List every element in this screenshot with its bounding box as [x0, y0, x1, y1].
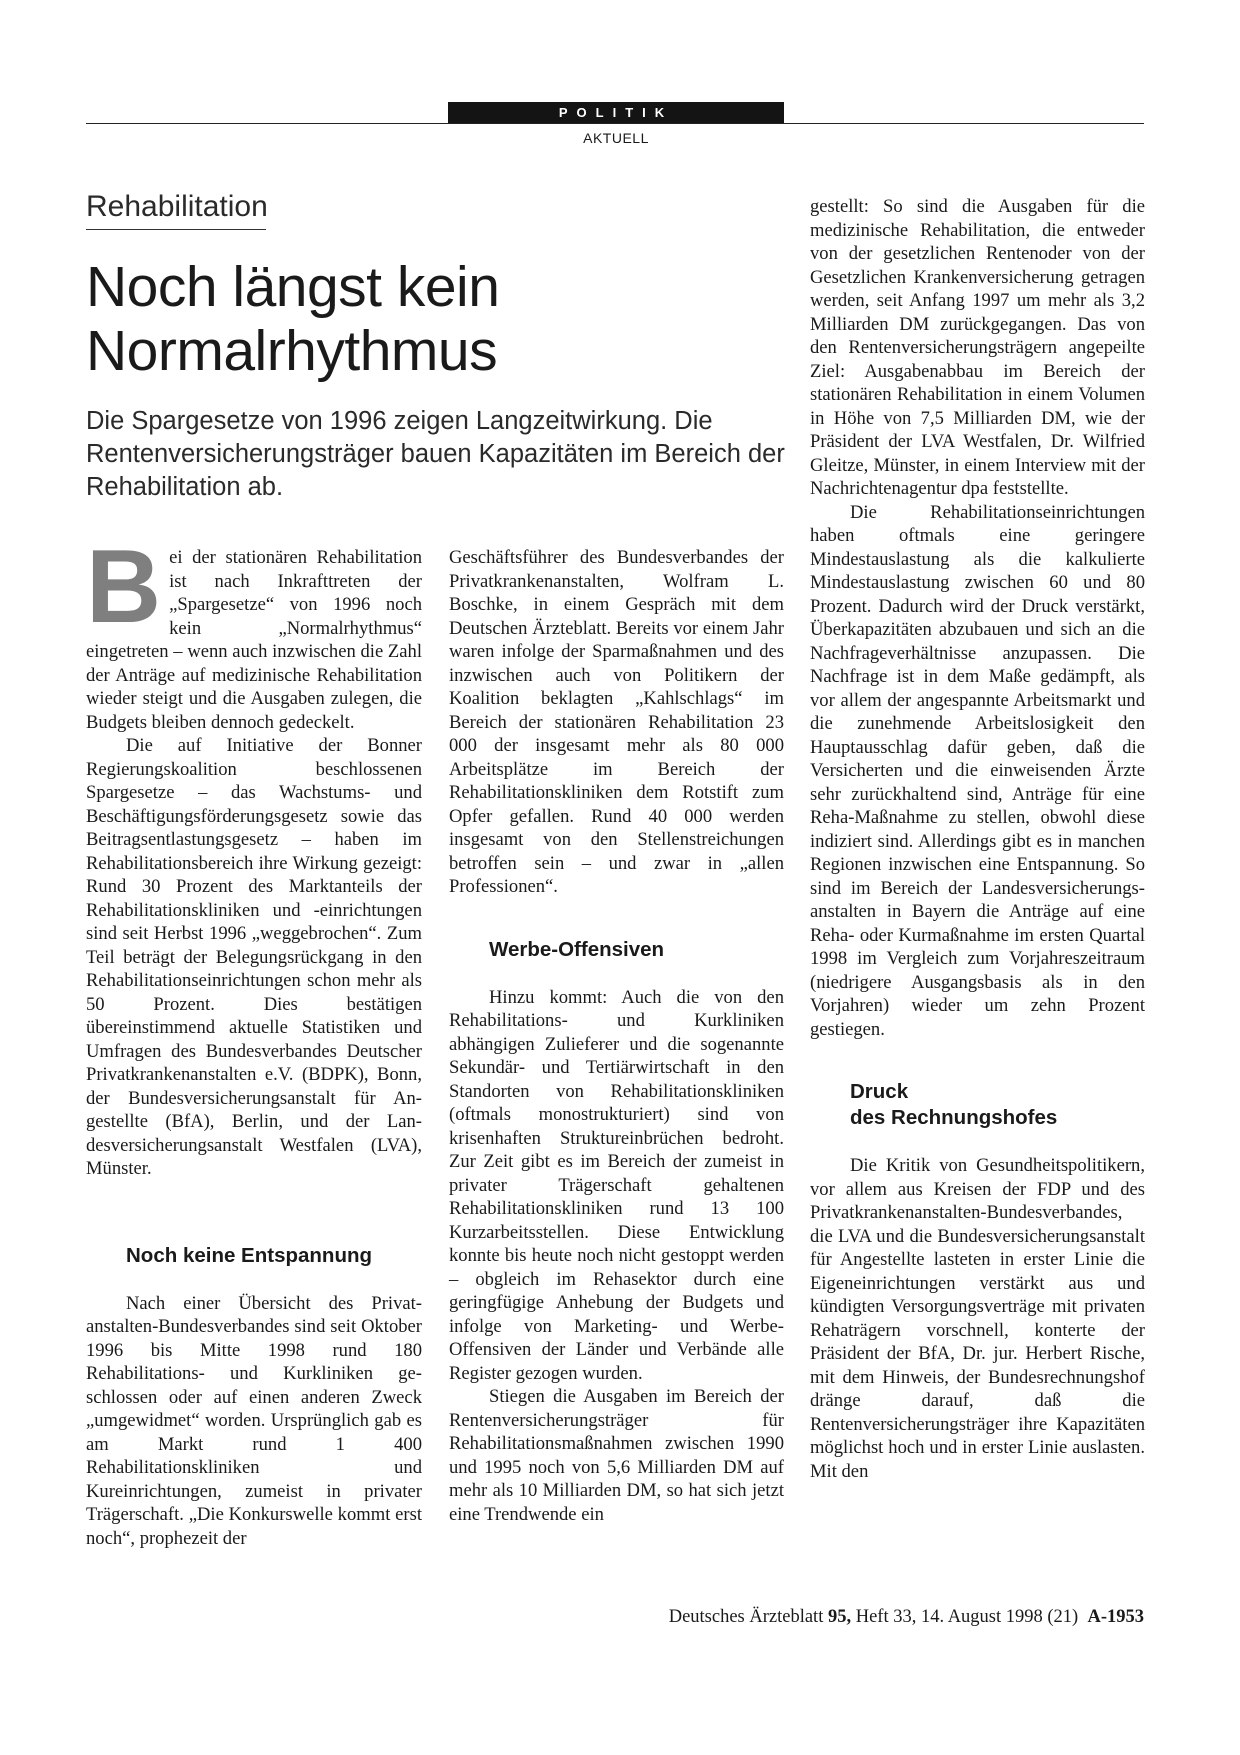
paragraph: Geschäftsführer des Bundesverbandes der Privatkrankenanstalten, Wolfram L. Boschke, in einem Gespräch mit dem Deutschen Ärzteblatt. Bereits vor einem Jahr waren infolge der Sparmaßnahmen und des inzwischen auch von Politikern der Koalition beklagten „Kahlschlags“ im Bereich der stationären Rehabilitation 23 000 der insgesamt mehr als 80 000 Arbeitsplätze im Bereich der Rehabilitationskliniken dem Rotstift zum Opfer gefallen. Rund 40 000 werden insgesamt von den Stellenstreichungen betroffen sein – und zwar in „allen Professionen“. — [449, 547, 784, 897]
header-rule — [86, 123, 1144, 124]
paragraph: Hinzu kommt: Auch die von den Rehabilitations- und Kurkliniken abhängigen Zulieferer und die sogenannte Sekundär- und Tertiärwirtschaft in den Standorten von Rehabilitationskliniken (oftmals monostrukturiert) sind von krisenhaften Struktureinbrüchen bedroht. Zur Zeit gibt es im Bereich der zumeist in privater Trägerschaft gehaltenen Rehabilitationskliniken rund 13 100 Kurzarbeitsstellen. Diese Entwicklung konnte bis heute noch nicht gestoppt werden – obgleich im Rehasektor durch eine geringfügige Anhebung der Budgets und infolge von Marketing- und Werbe-Offensiven der Länder und Verbände alle Register gezogen wurden. — [449, 986, 784, 1384]
paragraph: Die Kritik von Gesundheitspolitikern, vor allem aus Kreisen der FDP und des Privatkrankenanstalten-Bundesverbandes, die LVA und die Bundesversicherungsanstalt für Angestellte lasteten in erster Linie die Eigeneinrichtungen verstärkt aus und kündigten Versorgungsverträge mit privaten Rehaträgern vorschnell, konterte der Präsident der BfA, Dr. jur. Herbert Rische, mit dem Hinweis, der Bundesrechnungshof dränge darauf, daß die Rentenversicherungsträger ihre Kapazitäten möglichst hoch und in erster Linie auslasten. Mit den — [810, 1155, 1145, 1482]
paragraph: ei der stationären Rehabilitation ist nach Inkrafttreten der „Spargesetze“ von 1996 noch kein „Normalrhythmus“ eingetreten – wenn auch inzwischen die Zahl der Anträge auf medizinische Rehabilitation wieder steigt und die Ausgaben zulegen, die Budgets bleiben dennoch gedeckelt. — [86, 547, 422, 733]
article-title: Noch längst kein Normalrhythmus — [86, 255, 500, 383]
subheading — [810, 1079, 1145, 1131]
paragraph: Nach einer Übersicht des Privatanstalten-Bundesverbandes sind seit Oktober 1996 bis Mitte 1998 rund 180 Rehabilitations- und Kurkliniken geschlossen oder auf einen anderen Zweck „umgewidmet“ worden. Ursprünglich gab es am Markt rund 1 400 Rehabilitationskliniken und Kureinrichtungen, zumeist in privater Trägerschaft. „Die Konkurswelle kommt erst noch“, prophezeit der — [86, 1292, 422, 1549]
page-footer — [669, 1607, 1144, 1628]
journal-name: Deutsches Ärzteblatt — [668, 1607, 824, 1627]
subheading: Noch keine Entspannung — [126, 1243, 373, 1267]
column-3 — [810, 195, 1145, 1483]
paragraph: Stiegen die Ausgaben im Bereich der Rentenversicherungsträger für Rehabilitationsmaßnahmen zwischen 1990 und 1995 noch von 5,6 Milliarden DM auf mehr als 10 Milliarden DM, so hat sich jetzt eine Trendwende ein — [449, 1386, 784, 1525]
subheading-line: des Rechnungshofes — [850, 1106, 1058, 1129]
article-kicker: Rehabilitation — [86, 190, 266, 230]
subheading-line: Druck — [850, 1080, 909, 1103]
column-1 — [86, 529, 422, 1550]
drop-cap: B — [86, 529, 162, 645]
page-number: A-1953 — [1087, 1607, 1144, 1627]
paragraph: gestellt: So sind die Ausgaben für die medizinische Rehabilitation, die entweder von der gesetzlichen Rentenoder von der Gesetzlichen Krankenversicherung getragen werden, seit Anfang 1997 um mehr als 3,2 Milliarden DM zurückgegangen. Das von den Rentenversicherungsträgern angepeilte Ziel: Ausgabenabbau im Bereich der stationären Rehabilitation in einem Volumen in Höhe von 7,5 Milliarden DM, wie der Präsident der LVA Westfalen, Dr. Wilfried Gleitze, Münster, in einem Interview mit der Nachrichtenagentur dpa feststellte. — [810, 196, 1145, 499]
subheading: Werbe-Offensiven — [489, 937, 665, 961]
column-2 — [449, 546, 784, 1526]
section-label: POLITIK — [448, 102, 784, 123]
journal-volume: 95, — [827, 1607, 852, 1627]
journal-issue: Heft 33, 14. August 1998 (21) — [855, 1607, 1079, 1627]
paragraph: Die auf Initiative der Bonner Regierungskoalition beschlossenen Spargesetze – das Wachstums- und Beschäftigungsförderungsgesetz sowie das Beitragsentlastungsgesetz – haben im Rehabilitationsbereich ihre Wirkung gezeigt: Rund 30 Prozent des Marktanteils der Rehabilitationskliniken und -einrichtungen sind seit Herbst 1996 „weggebrochen“. Zum Teil beträgt der Belegungsrückgang in den Rehabilitationseinrichtungen schon mehr als 50 Prozent. Dies bestätigen übereinstimmend aktuelle Statistiken und Umfragen des Bundesverbandes Deutscher Privatkrankenanstalten e.V. (BDPK), Bonn, der Bundesversicherungsanstalt für Angestellte (BfA), Berlin, und der Landesversicherungsanstalt Westfalen (LVA), Münster. — [86, 735, 422, 1179]
article-intro: Die Spargesetze von 1996 zeigen Langzeitwirkung. Die Rentenversicherungsträger bauen Kapazitäten im Bereich der Rehabilitation ab. — [86, 407, 785, 501]
subsection-label: AKTUELL — [583, 130, 649, 146]
paragraph: Die Rehabilitationseinrichtungen haben oftmals eine geringere Mindestauslastung als die kalkulierte Mindestauslastung zwischen 60 und 80 Prozent. Dadurch wird der Druck verstärkt, Überkapazitäten abzubauen und sich an die Nachfrageverhältnisse anzupassen. Die Nachfrage ist in dem Maße gedämpft, als vor allem der angespannte Arbeitsmarkt und die zunehmende Arbeitslosigkeit den Hauptausschlag dafür geben, daß die Versicherten und die einweisenden Ärzte sehr zurückhaltend sind, Anträge für eine Reha-Maßnahme zu stellen, obwohl diese indiziert sind. Allerdings gibt es in manchen Regionen inzwischen eine Entspannung. So sind im Bereich der Landesversicherungsanstalten in Bayern die Anträge auf eine Reha- oder Kurmaßnahme im ersten Quartal 1998 im Vergleich zum Vorjahreszeitraum (niedrigere Ausgangsbasis als in den Vorjahren) wieder um zehn Prozent gestiegen. — [810, 501, 1145, 1040]
